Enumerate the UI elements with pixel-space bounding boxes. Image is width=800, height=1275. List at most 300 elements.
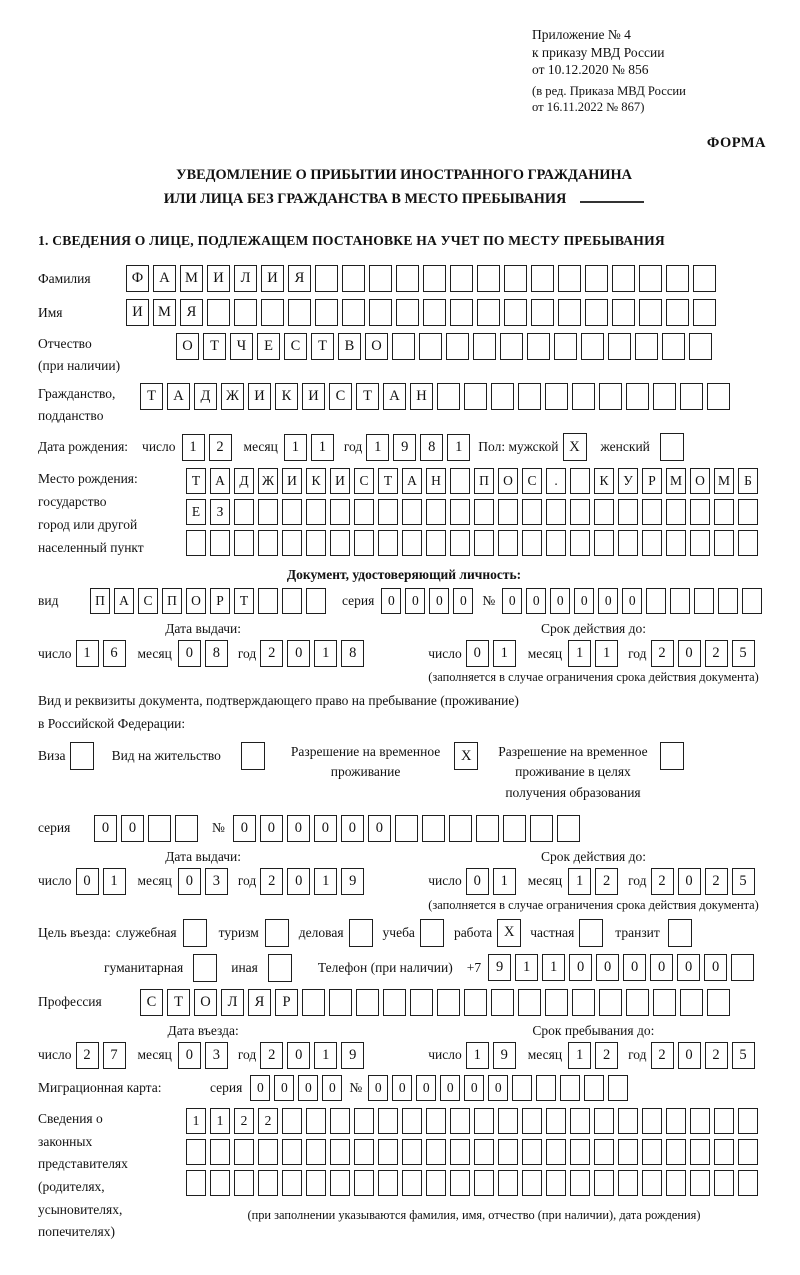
char-cell[interactable] bbox=[258, 499, 278, 525]
char-cell[interactable] bbox=[642, 1139, 662, 1165]
char-cell[interactable] bbox=[426, 499, 446, 525]
char-cell[interactable] bbox=[402, 530, 422, 556]
char-cell[interactable] bbox=[422, 815, 445, 842]
char-cell[interactable] bbox=[378, 1139, 398, 1165]
char-cell[interactable] bbox=[207, 299, 230, 326]
char-cell[interactable]: 0 bbox=[466, 868, 489, 895]
char-cell[interactable] bbox=[464, 989, 487, 1016]
char-cell[interactable] bbox=[395, 815, 418, 842]
char-cell[interactable] bbox=[642, 1170, 662, 1196]
char-cell[interactable]: 3 bbox=[205, 1042, 228, 1069]
char-cell[interactable] bbox=[477, 299, 500, 326]
char-cell[interactable]: П bbox=[474, 468, 494, 494]
char-cell[interactable]: 2 bbox=[705, 1042, 728, 1069]
char-cell[interactable] bbox=[396, 265, 419, 292]
char-cell[interactable]: И bbox=[261, 265, 284, 292]
char-cell[interactable]: К bbox=[306, 468, 326, 494]
char-cell[interactable] bbox=[503, 815, 526, 842]
char-cell[interactable]: 0 bbox=[178, 868, 201, 895]
char-cell[interactable]: И bbox=[282, 468, 302, 494]
char-cell[interactable]: Ч bbox=[230, 333, 253, 360]
char-cell[interactable] bbox=[378, 530, 398, 556]
char-cell[interactable] bbox=[186, 530, 206, 556]
char-cell[interactable] bbox=[378, 499, 398, 525]
char-cell[interactable]: 8 bbox=[205, 640, 228, 667]
char-cell[interactable] bbox=[570, 530, 590, 556]
char-cell[interactable] bbox=[572, 989, 595, 1016]
char-cell[interactable] bbox=[639, 265, 662, 292]
purpose-checkbox[interactable] bbox=[183, 919, 207, 947]
char-cell[interactable]: 0 bbox=[526, 588, 546, 614]
char-cell[interactable] bbox=[498, 1170, 518, 1196]
char-cell[interactable]: 0 bbox=[453, 588, 473, 614]
char-cell[interactable] bbox=[690, 499, 710, 525]
char-cell[interactable] bbox=[618, 1108, 638, 1134]
char-cell[interactable] bbox=[522, 1139, 542, 1165]
char-cell[interactable] bbox=[689, 333, 712, 360]
char-cell[interactable] bbox=[546, 499, 566, 525]
char-cell[interactable]: 9 bbox=[341, 1042, 364, 1069]
char-cell[interactable]: 0 bbox=[381, 588, 401, 614]
char-cell[interactable] bbox=[546, 530, 566, 556]
char-cell[interactable] bbox=[666, 499, 686, 525]
char-cell[interactable]: О bbox=[498, 468, 518, 494]
char-cell[interactable] bbox=[306, 1108, 326, 1134]
char-cell[interactable] bbox=[714, 1108, 734, 1134]
char-cell[interactable]: 1 bbox=[314, 1042, 337, 1069]
char-cell[interactable] bbox=[666, 299, 689, 326]
char-cell[interactable]: . bbox=[546, 468, 566, 494]
char-cell[interactable]: Л bbox=[234, 265, 257, 292]
char-cell[interactable] bbox=[608, 1075, 628, 1101]
char-cell[interactable]: 0 bbox=[678, 868, 701, 895]
char-cell[interactable] bbox=[666, 1170, 686, 1196]
char-cell[interactable] bbox=[585, 299, 608, 326]
char-cell[interactable]: Р bbox=[275, 989, 298, 1016]
char-cell[interactable] bbox=[594, 499, 614, 525]
char-cell[interactable] bbox=[626, 383, 649, 410]
char-cell[interactable] bbox=[450, 468, 470, 494]
char-cell[interactable]: 0 bbox=[574, 588, 594, 614]
char-cell[interactable] bbox=[186, 1139, 206, 1165]
char-cell[interactable] bbox=[714, 499, 734, 525]
char-cell[interactable]: 9 bbox=[393, 434, 416, 461]
char-cell[interactable] bbox=[210, 1139, 230, 1165]
char-cell[interactable]: А bbox=[167, 383, 190, 410]
char-cell[interactable]: 2 bbox=[76, 1042, 99, 1069]
char-cell[interactable] bbox=[504, 299, 527, 326]
char-cell[interactable] bbox=[450, 1139, 470, 1165]
char-cell[interactable] bbox=[396, 299, 419, 326]
char-cell[interactable] bbox=[612, 299, 635, 326]
char-cell[interactable]: 0 bbox=[464, 1075, 484, 1101]
char-cell[interactable] bbox=[498, 1139, 518, 1165]
char-cell[interactable]: 0 bbox=[298, 1075, 318, 1101]
char-cell[interactable] bbox=[662, 333, 685, 360]
char-cell[interactable] bbox=[330, 1139, 350, 1165]
char-cell[interactable] bbox=[522, 1108, 542, 1134]
char-cell[interactable] bbox=[546, 1170, 566, 1196]
char-cell[interactable] bbox=[402, 499, 422, 525]
char-cell[interactable]: 2 bbox=[234, 1108, 254, 1134]
char-cell[interactable]: 0 bbox=[678, 1042, 701, 1069]
char-cell[interactable] bbox=[653, 383, 676, 410]
char-cell[interactable] bbox=[234, 1139, 254, 1165]
char-cell[interactable] bbox=[545, 383, 568, 410]
char-cell[interactable] bbox=[612, 265, 635, 292]
char-cell[interactable] bbox=[378, 1170, 398, 1196]
char-cell[interactable] bbox=[518, 383, 541, 410]
char-cell[interactable]: 0 bbox=[550, 588, 570, 614]
char-cell[interactable] bbox=[383, 989, 406, 1016]
char-cell[interactable]: А bbox=[114, 588, 134, 614]
char-cell[interactable] bbox=[738, 530, 758, 556]
char-cell[interactable]: 1 bbox=[493, 640, 516, 667]
char-cell[interactable] bbox=[570, 468, 590, 494]
char-cell[interactable] bbox=[450, 530, 470, 556]
char-cell[interactable]: 8 bbox=[420, 434, 443, 461]
char-cell[interactable] bbox=[426, 1139, 446, 1165]
char-cell[interactable]: А bbox=[383, 383, 406, 410]
char-cell[interactable] bbox=[584, 1075, 604, 1101]
char-cell[interactable] bbox=[557, 815, 580, 842]
char-cell[interactable] bbox=[718, 588, 738, 614]
char-cell[interactable]: 8 bbox=[341, 640, 364, 667]
char-cell[interactable]: А bbox=[402, 468, 422, 494]
char-cell[interactable]: Р bbox=[642, 468, 662, 494]
char-cell[interactable] bbox=[653, 989, 676, 1016]
char-cell[interactable] bbox=[210, 530, 230, 556]
char-cell[interactable]: 0 bbox=[121, 815, 144, 842]
char-cell[interactable]: 5 bbox=[732, 1042, 755, 1069]
char-cell[interactable] bbox=[694, 588, 714, 614]
char-cell[interactable] bbox=[570, 1108, 590, 1134]
char-cell[interactable]: И bbox=[126, 299, 149, 326]
char-cell[interactable] bbox=[306, 588, 326, 614]
char-cell[interactable] bbox=[450, 299, 473, 326]
char-cell[interactable] bbox=[464, 383, 487, 410]
char-cell[interactable] bbox=[354, 1170, 374, 1196]
char-cell[interactable] bbox=[594, 1108, 614, 1134]
char-cell[interactable] bbox=[148, 815, 171, 842]
char-cell[interactable]: 1 bbox=[493, 868, 516, 895]
char-cell[interactable]: С bbox=[140, 989, 163, 1016]
char-cell[interactable]: 0 bbox=[440, 1075, 460, 1101]
char-cell[interactable]: 2 bbox=[651, 868, 674, 895]
char-cell[interactable] bbox=[234, 1170, 254, 1196]
char-cell[interactable]: 2 bbox=[209, 434, 232, 461]
char-cell[interactable]: 0 bbox=[94, 815, 117, 842]
phone-digit-cell[interactable]: 1 bbox=[542, 954, 565, 981]
char-cell[interactable]: 5 bbox=[732, 868, 755, 895]
char-cell[interactable] bbox=[666, 1108, 686, 1134]
char-cell[interactable]: У bbox=[618, 468, 638, 494]
char-cell[interactable]: О bbox=[176, 333, 199, 360]
char-cell[interactable]: 0 bbox=[341, 815, 364, 842]
char-cell[interactable]: Т bbox=[140, 383, 163, 410]
char-cell[interactable] bbox=[646, 588, 666, 614]
char-cell[interactable] bbox=[599, 383, 622, 410]
phone-digit-cell[interactable]: 0 bbox=[704, 954, 727, 981]
char-cell[interactable] bbox=[474, 1139, 494, 1165]
char-cell[interactable] bbox=[258, 588, 278, 614]
char-cell[interactable]: В bbox=[338, 333, 361, 360]
char-cell[interactable] bbox=[558, 265, 581, 292]
purpose-checkbox[interactable] bbox=[579, 919, 603, 947]
char-cell[interactable]: И bbox=[330, 468, 350, 494]
char-cell[interactable]: Е bbox=[257, 333, 280, 360]
char-cell[interactable] bbox=[450, 499, 470, 525]
purpose-checkbox[interactable] bbox=[349, 919, 373, 947]
char-cell[interactable]: 9 bbox=[341, 868, 364, 895]
char-cell[interactable] bbox=[410, 989, 433, 1016]
char-cell[interactable] bbox=[599, 989, 622, 1016]
char-cell[interactable]: 0 bbox=[598, 588, 618, 614]
char-cell[interactable]: Ж bbox=[221, 383, 244, 410]
char-cell[interactable] bbox=[714, 1139, 734, 1165]
char-cell[interactable]: 1 bbox=[311, 434, 334, 461]
char-cell[interactable]: Т bbox=[311, 333, 334, 360]
char-cell[interactable] bbox=[570, 499, 590, 525]
char-cell[interactable]: 0 bbox=[392, 1075, 412, 1101]
char-cell[interactable] bbox=[530, 815, 553, 842]
phone-digit-cell[interactable]: 1 bbox=[515, 954, 538, 981]
char-cell[interactable] bbox=[639, 299, 662, 326]
char-cell[interactable] bbox=[354, 530, 374, 556]
char-cell[interactable] bbox=[618, 499, 638, 525]
char-cell[interactable] bbox=[546, 1139, 566, 1165]
char-cell[interactable]: 1 bbox=[103, 868, 126, 895]
char-cell[interactable] bbox=[210, 1170, 230, 1196]
char-cell[interactable]: 0 bbox=[178, 1042, 201, 1069]
char-cell[interactable] bbox=[522, 499, 542, 525]
char-cell[interactable]: 9 bbox=[493, 1042, 516, 1069]
char-cell[interactable] bbox=[306, 1139, 326, 1165]
char-cell[interactable]: 1 bbox=[76, 640, 99, 667]
char-cell[interactable] bbox=[670, 588, 690, 614]
phone-digit-cell[interactable] bbox=[731, 954, 754, 981]
char-cell[interactable]: 2 bbox=[595, 868, 618, 895]
char-cell[interactable]: И bbox=[248, 383, 271, 410]
char-cell[interactable]: 1 bbox=[314, 868, 337, 895]
char-cell[interactable] bbox=[690, 1170, 710, 1196]
char-cell[interactable]: Н bbox=[410, 383, 433, 410]
char-cell[interactable]: 1 bbox=[210, 1108, 230, 1134]
char-cell[interactable]: А bbox=[210, 468, 230, 494]
char-cell[interactable]: 0 bbox=[287, 1042, 310, 1069]
char-cell[interactable] bbox=[437, 383, 460, 410]
char-cell[interactable] bbox=[570, 1170, 590, 1196]
char-cell[interactable] bbox=[572, 383, 595, 410]
char-cell[interactable] bbox=[585, 265, 608, 292]
char-cell[interactable]: 1 bbox=[568, 1042, 591, 1069]
char-cell[interactable] bbox=[402, 1139, 422, 1165]
char-cell[interactable] bbox=[498, 530, 518, 556]
char-cell[interactable]: П bbox=[162, 588, 182, 614]
char-cell[interactable]: М bbox=[666, 468, 686, 494]
char-cell[interactable] bbox=[738, 1108, 758, 1134]
char-cell[interactable] bbox=[402, 1170, 422, 1196]
char-cell[interactable] bbox=[354, 1139, 374, 1165]
char-cell[interactable] bbox=[306, 530, 326, 556]
char-cell[interactable] bbox=[476, 815, 499, 842]
char-cell[interactable]: Я bbox=[288, 265, 311, 292]
char-cell[interactable]: И bbox=[207, 265, 230, 292]
char-cell[interactable]: 0 bbox=[322, 1075, 342, 1101]
char-cell[interactable] bbox=[288, 299, 311, 326]
char-cell[interactable] bbox=[738, 499, 758, 525]
char-cell[interactable]: 1 bbox=[314, 640, 337, 667]
char-cell[interactable]: 7 bbox=[103, 1042, 126, 1069]
char-cell[interactable] bbox=[504, 265, 527, 292]
char-cell[interactable]: С bbox=[138, 588, 158, 614]
char-cell[interactable]: М bbox=[180, 265, 203, 292]
char-cell[interactable]: Д bbox=[234, 468, 254, 494]
char-cell[interactable] bbox=[175, 815, 198, 842]
char-cell[interactable] bbox=[707, 383, 730, 410]
char-cell[interactable] bbox=[354, 1108, 374, 1134]
char-cell[interactable] bbox=[449, 815, 472, 842]
char-cell[interactable] bbox=[306, 1170, 326, 1196]
char-cell[interactable]: 1 bbox=[366, 434, 389, 461]
char-cell[interactable]: С bbox=[354, 468, 374, 494]
char-cell[interactable]: 3 bbox=[205, 868, 228, 895]
char-cell[interactable] bbox=[419, 333, 442, 360]
char-cell[interactable] bbox=[491, 383, 514, 410]
char-cell[interactable]: 0 bbox=[368, 1075, 388, 1101]
char-cell[interactable]: О bbox=[365, 333, 388, 360]
char-cell[interactable] bbox=[707, 989, 730, 1016]
char-cell[interactable]: К bbox=[594, 468, 614, 494]
char-cell[interactable]: 0 bbox=[368, 815, 391, 842]
char-cell[interactable]: 1 bbox=[182, 434, 205, 461]
char-cell[interactable]: Т bbox=[186, 468, 206, 494]
char-cell[interactable] bbox=[742, 588, 762, 614]
char-cell[interactable]: П bbox=[90, 588, 110, 614]
char-cell[interactable] bbox=[618, 530, 638, 556]
char-cell[interactable]: 0 bbox=[314, 815, 337, 842]
char-cell[interactable] bbox=[474, 1108, 494, 1134]
char-cell[interactable]: И bbox=[302, 383, 325, 410]
char-cell[interactable] bbox=[594, 1139, 614, 1165]
char-cell[interactable] bbox=[234, 499, 254, 525]
char-cell[interactable] bbox=[234, 299, 257, 326]
char-cell[interactable]: 0 bbox=[250, 1075, 270, 1101]
char-cell[interactable] bbox=[342, 265, 365, 292]
char-cell[interactable] bbox=[536, 1075, 556, 1101]
phone-digit-cell[interactable]: 0 bbox=[650, 954, 673, 981]
char-cell[interactable]: С bbox=[329, 383, 352, 410]
char-cell[interactable]: 5 bbox=[732, 640, 755, 667]
edu-permit-checkbox[interactable] bbox=[660, 742, 684, 770]
char-cell[interactable] bbox=[473, 333, 496, 360]
char-cell[interactable]: 2 bbox=[705, 868, 728, 895]
char-cell[interactable]: Л bbox=[221, 989, 244, 1016]
purpose-checkbox[interactable] bbox=[268, 954, 292, 982]
char-cell[interactable] bbox=[437, 989, 460, 1016]
char-cell[interactable] bbox=[234, 530, 254, 556]
char-cell[interactable] bbox=[531, 299, 554, 326]
char-cell[interactable]: 0 bbox=[274, 1075, 294, 1101]
char-cell[interactable] bbox=[560, 1075, 580, 1101]
char-cell[interactable]: 0 bbox=[502, 588, 522, 614]
char-cell[interactable]: 1 bbox=[186, 1108, 206, 1134]
char-cell[interactable] bbox=[446, 333, 469, 360]
char-cell[interactable] bbox=[693, 299, 716, 326]
char-cell[interactable] bbox=[378, 1108, 398, 1134]
char-cell[interactable]: 0 bbox=[466, 640, 489, 667]
char-cell[interactable]: Я bbox=[248, 989, 271, 1016]
char-cell[interactable]: К bbox=[275, 383, 298, 410]
char-cell[interactable] bbox=[474, 1170, 494, 1196]
char-cell[interactable]: 0 bbox=[178, 640, 201, 667]
char-cell[interactable] bbox=[546, 1108, 566, 1134]
purpose-checkbox[interactable] bbox=[420, 919, 444, 947]
char-cell[interactable]: С bbox=[284, 333, 307, 360]
char-cell[interactable]: Т bbox=[378, 468, 398, 494]
char-cell[interactable] bbox=[491, 989, 514, 1016]
char-cell[interactable] bbox=[527, 333, 550, 360]
char-cell[interactable]: М bbox=[153, 299, 176, 326]
char-cell[interactable]: 6 bbox=[103, 640, 126, 667]
char-cell[interactable]: Т bbox=[167, 989, 190, 1016]
char-cell[interactable]: 0 bbox=[429, 588, 449, 614]
char-cell[interactable]: С bbox=[522, 468, 542, 494]
char-cell[interactable] bbox=[330, 1170, 350, 1196]
char-cell[interactable]: 0 bbox=[76, 868, 99, 895]
char-cell[interactable]: Е bbox=[186, 499, 206, 525]
char-cell[interactable] bbox=[690, 1139, 710, 1165]
char-cell[interactable] bbox=[498, 1108, 518, 1134]
char-cell[interactable] bbox=[518, 989, 541, 1016]
char-cell[interactable]: 0 bbox=[287, 640, 310, 667]
phone-digit-cell[interactable]: 0 bbox=[596, 954, 619, 981]
char-cell[interactable]: Т bbox=[356, 383, 379, 410]
char-cell[interactable] bbox=[642, 499, 662, 525]
char-cell[interactable] bbox=[680, 989, 703, 1016]
char-cell[interactable]: 2 bbox=[258, 1108, 278, 1134]
male-checkbox[interactable]: X bbox=[563, 433, 587, 461]
char-cell[interactable]: 1 bbox=[284, 434, 307, 461]
residence-permit-checkbox[interactable] bbox=[241, 742, 265, 770]
char-cell[interactable] bbox=[570, 1139, 590, 1165]
char-cell[interactable] bbox=[450, 265, 473, 292]
char-cell[interactable] bbox=[450, 1170, 470, 1196]
char-cell[interactable] bbox=[693, 265, 716, 292]
char-cell[interactable]: 1 bbox=[568, 868, 591, 895]
char-cell[interactable]: 1 bbox=[447, 434, 470, 461]
char-cell[interactable] bbox=[329, 989, 352, 1016]
char-cell[interactable] bbox=[330, 530, 350, 556]
char-cell[interactable] bbox=[392, 333, 415, 360]
char-cell[interactable] bbox=[626, 989, 649, 1016]
char-cell[interactable]: 2 bbox=[651, 640, 674, 667]
char-cell[interactable] bbox=[738, 1170, 758, 1196]
char-cell[interactable] bbox=[498, 499, 518, 525]
purpose-checkbox[interactable] bbox=[193, 954, 217, 982]
char-cell[interactable]: О bbox=[186, 588, 206, 614]
char-cell[interactable]: М bbox=[714, 468, 734, 494]
char-cell[interactable] bbox=[500, 333, 523, 360]
char-cell[interactable] bbox=[666, 530, 686, 556]
char-cell[interactable] bbox=[330, 499, 350, 525]
char-cell[interactable] bbox=[738, 1139, 758, 1165]
char-cell[interactable]: 0 bbox=[622, 588, 642, 614]
char-cell[interactable] bbox=[608, 333, 631, 360]
phone-digit-cell[interactable]: 0 bbox=[623, 954, 646, 981]
char-cell[interactable] bbox=[554, 333, 577, 360]
char-cell[interactable] bbox=[354, 499, 374, 525]
